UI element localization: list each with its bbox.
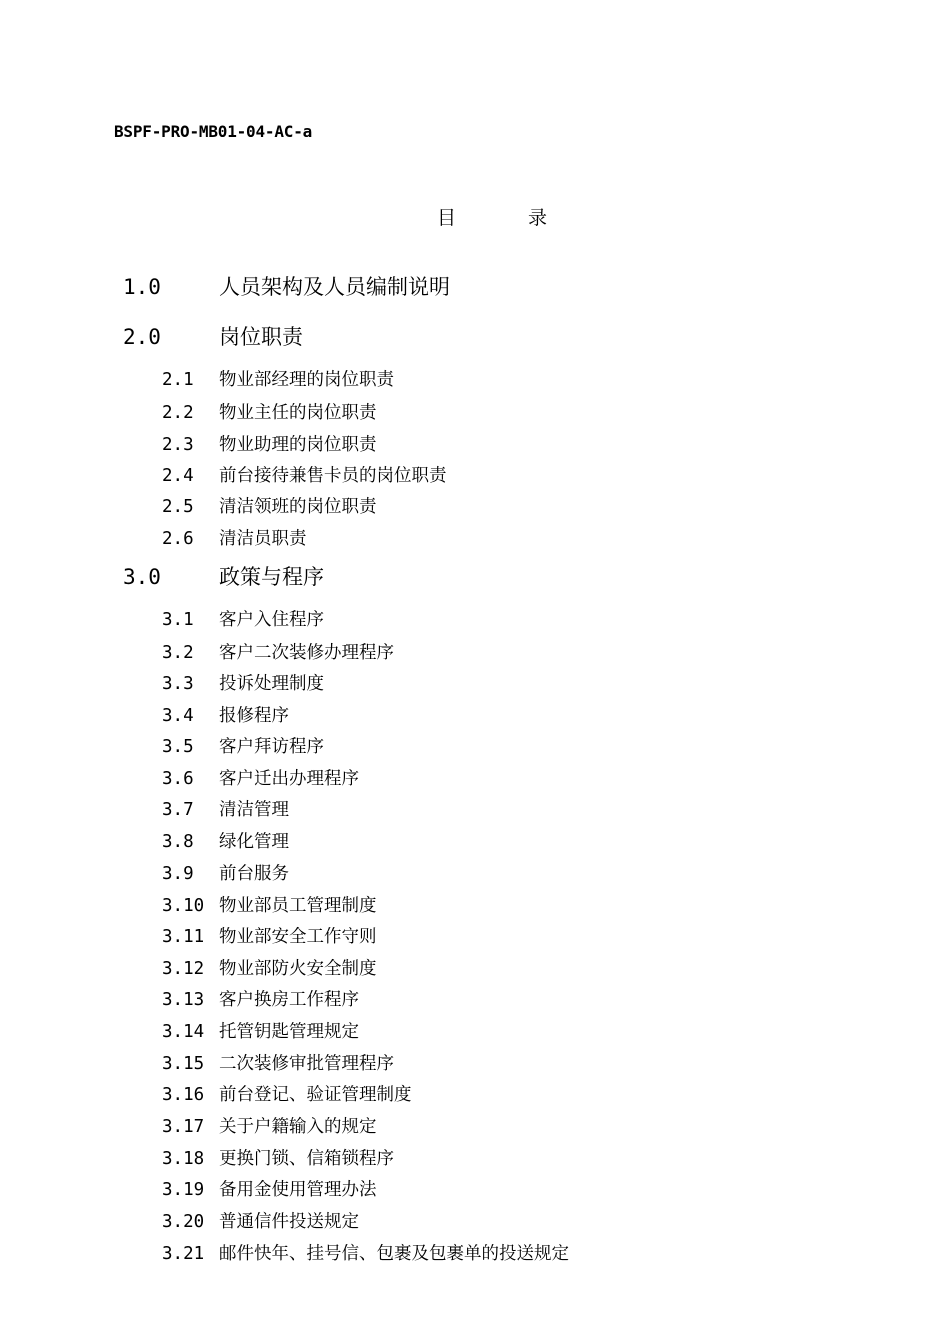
toc-entry-2-5 [162, 493, 377, 518]
toc-entry-number: 3.6 [162, 769, 194, 789]
toc-entry-3-18 [162, 1145, 394, 1170]
toc-entry-2-1 [162, 366, 394, 391]
toc-entry-2-3 [162, 431, 377, 456]
toc-entry-label: 政策与程序 [219, 565, 324, 589]
toc-entry-label: 备用金使用管理办法 [219, 1180, 377, 1200]
toc-entry-3-14 [162, 1018, 359, 1043]
toc-entry-label: 客户换房工作程序 [219, 990, 359, 1010]
toc-entry-2-4 [162, 462, 447, 487]
toc-entry-label: 普通信件投送规定 [219, 1212, 359, 1232]
toc-entry-number: 2.3 [162, 435, 194, 455]
toc-entry-label: 投诉处理制度 [219, 674, 324, 694]
toc-entry-number: 3.15 [162, 1054, 205, 1074]
toc-entry-label: 清洁员职责 [219, 529, 307, 549]
toc-entry-number: 3.16 [162, 1085, 205, 1105]
toc-title-char-1: 目 [437, 207, 457, 229]
toc-entry-number: 3.20 [162, 1212, 205, 1232]
toc-entry-label: 清洁管理 [219, 800, 289, 820]
toc-entry-number: 3.14 [162, 1022, 205, 1042]
toc-entry-2-0 [123, 321, 303, 351]
toc-entry-number: 3.2 [162, 643, 194, 663]
toc-entry-label: 客户拜访程序 [219, 737, 324, 757]
toc-entry-label: 更换门锁、信箱锁程序 [219, 1149, 394, 1169]
toc-entry-3-11 [162, 923, 377, 948]
toc-entry-number: 3.10 [162, 896, 205, 916]
toc-entry-label: 关于户籍输入的规定 [219, 1117, 377, 1137]
toc-entry-number: 3.5 [162, 737, 194, 757]
toc-entry-label: 客户迁出办理程序 [219, 769, 359, 789]
toc-entry-number: 2.4 [162, 466, 194, 486]
toc-entry-3-15 [162, 1050, 394, 1075]
toc-entry-label: 物业部安全工作守则 [219, 927, 377, 947]
toc-title [437, 203, 547, 230]
toc-entry-label: 物业助理的岗位职责 [219, 435, 377, 455]
toc-entry-number: 2.1 [162, 370, 194, 390]
toc-entry-label: 二次装修审批管理程序 [219, 1054, 394, 1074]
toc-entry-number: 2.2 [162, 403, 194, 423]
toc-entry-3-1 [162, 606, 324, 631]
toc-entry-3-19 [162, 1176, 377, 1201]
toc-entry-number: 3.0 [123, 565, 161, 589]
toc-entry-number: 3.11 [162, 927, 205, 947]
toc-entry-3-0 [123, 561, 324, 591]
toc-entry-number: 2.5 [162, 497, 194, 517]
toc-entry-3-3 [162, 670, 324, 695]
toc-entry-2-6 [162, 525, 307, 550]
toc-entry-label: 人员架构及人员编制说明 [219, 275, 450, 299]
toc-entry-number: 3.17 [162, 1117, 205, 1137]
toc-entry-label: 前台服务 [219, 864, 289, 884]
document-code: BSPF-PRO-MB01-04-AC-a [114, 122, 313, 141]
toc-entry-label: 清洁领班的岗位职责 [219, 497, 377, 517]
toc-entry-label: 报修程序 [219, 706, 289, 726]
toc-entry-number: 3.9 [162, 864, 194, 884]
toc-entry-number: 3.21 [162, 1244, 205, 1264]
toc-entry-label: 前台登记、验证管理制度 [219, 1085, 412, 1105]
toc-entry-3-16 [162, 1081, 412, 1106]
toc-entry-number: 3.12 [162, 959, 205, 979]
toc-entry-3-5 [162, 733, 324, 758]
toc-entry-number: 3.18 [162, 1149, 205, 1169]
toc-entry-label: 物业部员工管理制度 [219, 896, 377, 916]
toc-entry-1-0 [123, 271, 450, 301]
toc-entry-3-6 [162, 765, 359, 790]
toc-entry-label: 绿化管理 [219, 832, 289, 852]
toc-entry-3-12 [162, 955, 377, 980]
toc-entry-number: 3.7 [162, 800, 194, 820]
toc-entry-3-21 [162, 1240, 569, 1265]
toc-entry-number: 3.8 [162, 832, 194, 852]
toc-entry-number: 3.1 [162, 610, 194, 630]
toc-entry-label: 前台接待兼售卡员的岗位职责 [219, 466, 447, 486]
toc-entry-number: 2.6 [162, 529, 194, 549]
toc-entry-label: 邮件快年、挂号信、包裹及包裹单的投送规定 [219, 1244, 569, 1264]
toc-entry-3-13 [162, 986, 359, 1011]
toc-entry-3-20 [162, 1208, 359, 1233]
toc-entry-label: 客户入住程序 [219, 610, 324, 630]
toc-entry-number: 3.3 [162, 674, 194, 694]
toc-entry-number: 3.13 [162, 990, 205, 1010]
toc-entry-3-9 [162, 860, 289, 885]
toc-entry-number: 3.4 [162, 706, 194, 726]
toc-entry-3-8 [162, 828, 289, 853]
toc-title-char-2: 录 [528, 207, 548, 229]
toc-entry-3-4 [162, 702, 289, 727]
toc-entry-label: 客户二次装修办理程序 [219, 643, 394, 663]
toc-entry-label: 物业主任的岗位职责 [219, 403, 377, 423]
toc-entry-2-2 [162, 399, 377, 424]
toc-entry-label: 物业部防火安全制度 [219, 959, 377, 979]
toc-entry-3-2 [162, 639, 394, 664]
toc-entry-3-10 [162, 892, 377, 917]
toc-entry-label: 物业部经理的岗位职责 [219, 370, 394, 390]
toc-entry-number: 3.19 [162, 1180, 205, 1200]
toc-entry-3-17 [162, 1113, 377, 1138]
toc-entry-label: 托管钥匙管理规定 [219, 1022, 359, 1042]
toc-entry-label: 岗位职责 [219, 325, 303, 349]
toc-entry-number: 2.0 [123, 325, 161, 349]
toc-entry-number: 1.0 [123, 275, 161, 299]
toc-entry-3-7 [162, 796, 289, 821]
